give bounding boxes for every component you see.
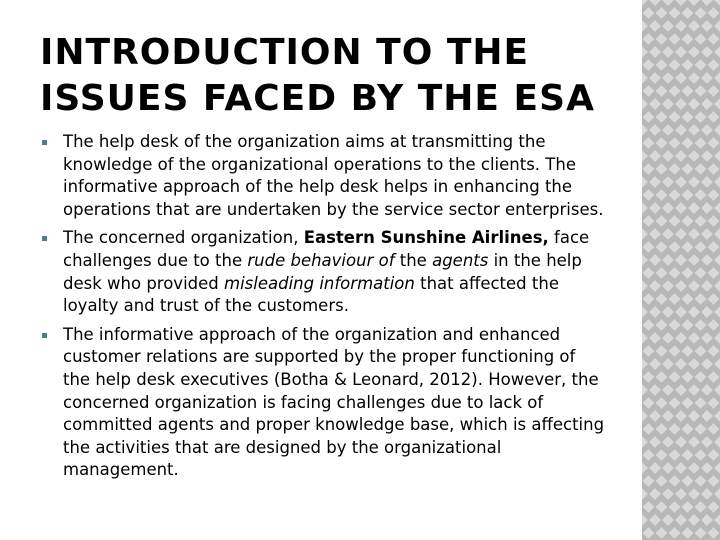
bullet-text [63, 227, 605, 317]
bullet-text-run: The help desk of the organization aims at transmitting the knowledge of the organizational operations to the clients. The informative approach of the help desk helps in enhancing the operations that are undertaken by the service sector enterprises. [63, 132, 604, 219]
bullet-text-run: in the help desk who provided [63, 250, 582, 293]
bullet-text-run: that affected the loyalty and trust of the customers. [63, 273, 559, 316]
bullet-text-run: agents [432, 250, 489, 270]
bullet-text-run: The concerned organization, [63, 228, 304, 248]
bullet-item [40, 227, 605, 317]
bullet-marker-icon [42, 333, 47, 338]
slide-title: INTRODUCTION TO THE ISSUES FACED BY THE ESA [40, 32, 595, 119]
bullet-text-run: misleading information [224, 273, 415, 293]
bullet-marker-icon [42, 140, 47, 145]
bullet-text-run: The informative approach of the organization and enhanced customer relations are supported by the proper functioning of the help desk executives (Botha & Leonard, 2012). However, the concerned organization is facing challenges due to lack of committed agents and proper knowledge base, which is affecting the activities that are designed by the organizational management. [63, 324, 605, 480]
bullet-text [63, 324, 605, 482]
bullet-marker-icon [42, 236, 47, 241]
bullet-text-run: the [394, 250, 433, 270]
bullet-text [63, 131, 605, 221]
bullet-item [40, 324, 605, 482]
decorative-pattern-panel [642, 0, 720, 540]
bullet-text-run: Eastern Sunshine Airlines, [303, 228, 549, 248]
bullet-list [40, 131, 605, 488]
bullet-text-run: face challenges due to the [63, 228, 590, 270]
bullet-item [40, 131, 605, 221]
bullet-text-run: rude behaviour of [247, 250, 395, 270]
